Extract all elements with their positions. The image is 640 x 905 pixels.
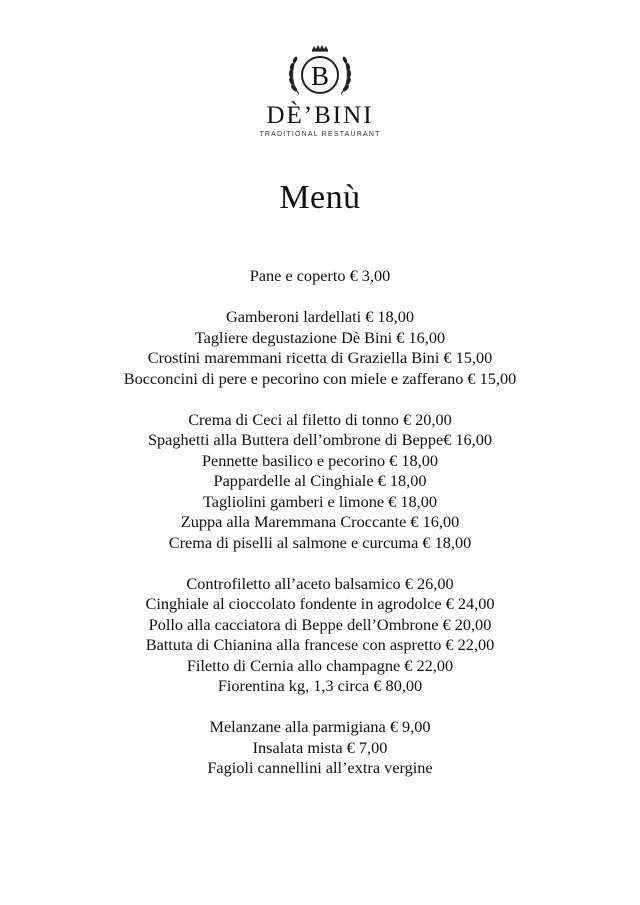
menu-item: Battuta di Chianina alla francese con aspretto € 22,00	[145, 635, 495, 654]
restaurant-name: DÈ’BINI	[266, 102, 374, 129]
menu-item: Filetto di Cernia allo champagne € 22,00	[186, 655, 454, 675]
menu-item: Controfiletto all’aceto balsamico € 26,00	[186, 573, 454, 593]
menu-item: Insalata mista € 7,00	[252, 737, 388, 757]
menu-section-bread	[0, 266, 640, 287]
restaurant-tagline: TRADITIONAL RESTAURANT	[259, 131, 381, 138]
left-laurel-icon	[288, 56, 299, 94]
menu-section-first-courses	[0, 410, 640, 554]
menu-item: Cinghiale al cioccolato fondente in agrodolce € 24,00	[145, 594, 495, 613]
menu-item: Crema di piselli al salmone e curcuma € 18,00	[168, 532, 472, 552]
crown-icon	[312, 45, 328, 52]
menu-item: Fagioli cannellini all’extra vergine	[207, 758, 433, 777]
menu-item: Gamberoni lardellati € 18,00	[225, 307, 415, 326]
menu-item: Pennette basilico e pecorino € 18,00	[201, 450, 438, 470]
menu-item: Pollo alla cacciatora di Beppe dell’Ombrone € 20,00	[148, 614, 492, 634]
menu-section-sides	[0, 717, 640, 779]
menu-item: Fiorentina kg, 1,3 circa € 80,00	[217, 676, 423, 695]
menu-section-starters	[0, 307, 640, 389]
menu-item: Zuppa alla Maremmana Croccante € 16,00	[180, 512, 460, 531]
menu-item: Bocconcini di pere e pecorino con miele e zafferano € 15,00	[123, 368, 517, 388]
right-laurel-icon	[341, 56, 352, 94]
svg-text:B: B	[310, 61, 330, 91]
menu-item: Crostini maremmani ricetta di Graziella Bini € 15,00	[147, 348, 493, 367]
menu-item: Pane e coperto € 3,00	[249, 266, 391, 285]
page-title: Menù	[279, 179, 361, 216]
menu-item: Tagliere degustazione Dè Bini € 16,00	[194, 327, 446, 347]
menu-section-main-courses	[0, 574, 640, 697]
menu-list	[0, 266, 640, 799]
menu-item: Crema di Ceci al filetto di tonno € 20,00	[188, 409, 452, 429]
restaurant-logo	[0, 44, 640, 140]
menu-item: Melanzane alla parmigiana € 9,00	[209, 717, 431, 736]
menu-item: Pappardelle al Cinghiale € 18,00	[213, 471, 427, 490]
laurel-crest-icon	[280, 44, 360, 102]
menu-item: Spaghetti alla Buttera dell’ombrone di Beppe€ 16,00	[147, 430, 493, 449]
menu-item: Tagliolini gamberi e limone € 18,00	[203, 491, 437, 511]
